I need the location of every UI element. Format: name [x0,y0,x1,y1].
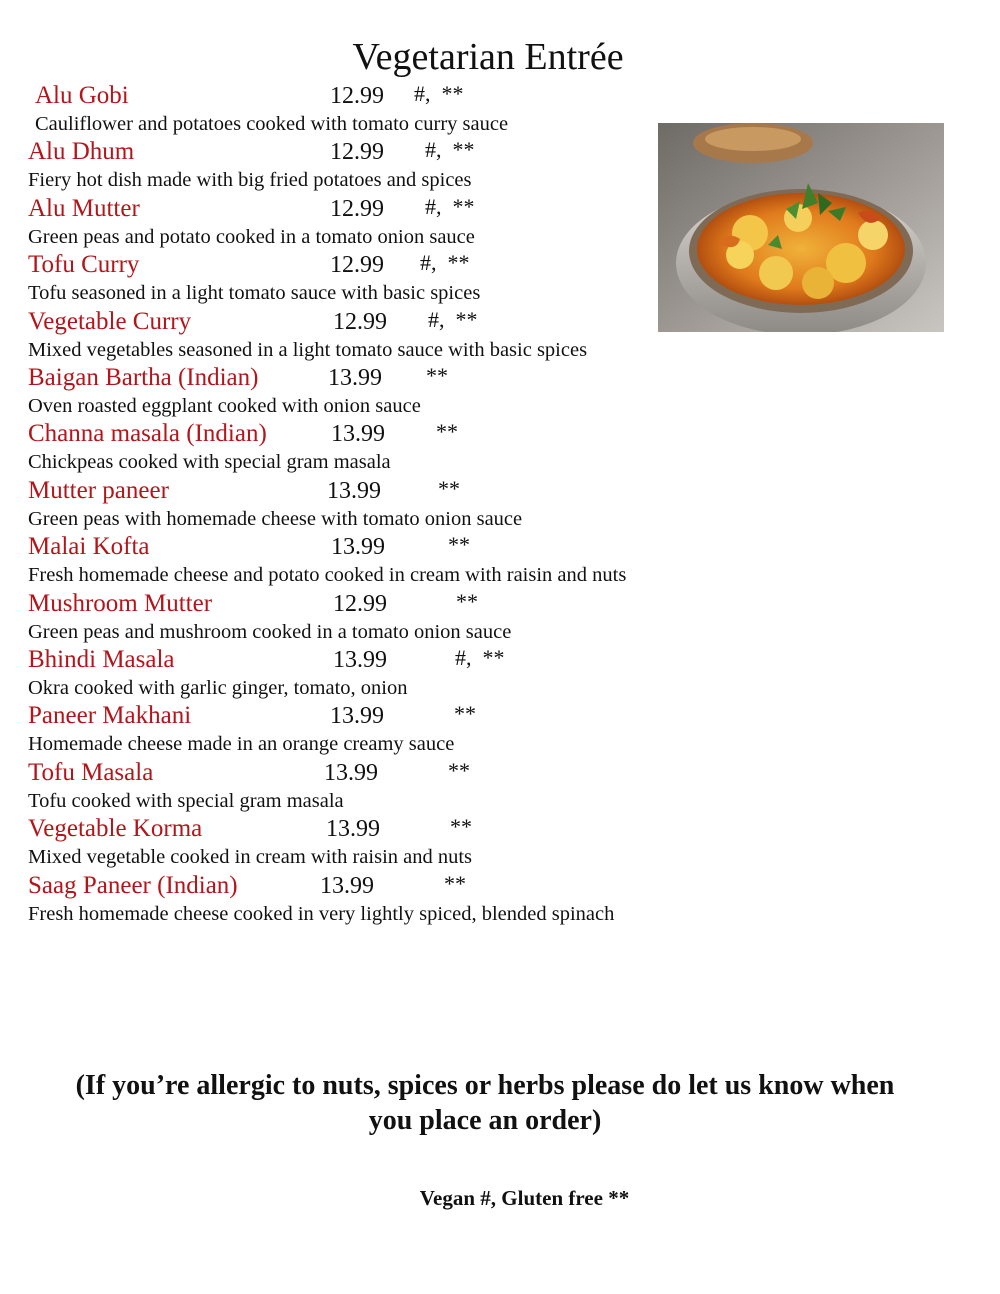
menu-item-price: 13.99 [327,477,381,504]
menu-item-price: 13.99 [328,365,382,391]
menu-item-price: 13.99 [320,872,374,899]
menu-item-name: Saag Paneer (Indian) [28,871,238,899]
menu-item-price: 12.99 [333,590,387,617]
menu-item-name: Alu Mutter [28,194,140,222]
menu-item-price: 12.99 [330,195,384,222]
menu-item-price: 13.99 [331,534,385,561]
menu-item-name: Mushroom Mutter [28,589,213,617]
menu-item-dietary-tags: ** [450,814,472,840]
menu-item-description: Green peas and mushroom cooked in a tomato onion sauce [28,620,512,643]
menu-item-dietary-tags: ** [448,532,470,558]
menu-item-name: Tofu Curry [28,251,140,279]
menu-item-description: Fiery hot dish made with big fried potatoes and spices [28,169,472,192]
menu-item-price: 13.99 [326,816,380,843]
menu-item-dietary-tags: #, ** [414,81,464,106]
menu-item-dietary-tags: ** [436,419,458,445]
menu-item-name: Alu Gobi [35,82,129,109]
menu-item-name: Malai Kofta [28,533,150,561]
menu-item-dietary-tags: ** [438,475,460,501]
menu-item-description: Homemade cheese made in an orange creamy sauce [28,733,455,756]
menu-item-price: 13.99 [330,703,384,730]
menu-item-dietary-tags: #, ** [428,306,478,332]
menu-item-dietary-tags: #, ** [425,137,475,163]
menu-item-description: Chickpeas cooked with special gram masala [28,451,391,474]
menu-item-price: 13.99 [331,421,385,448]
menu-item-dietary-tags: #, ** [455,645,505,670]
menu-item-name: Bhindi Masala [28,646,175,673]
curry-bowl-illustration [658,123,944,332]
menu-item-dietary-tags: ** [444,870,466,896]
menu-item-name: Baigan Bartha (Indian) [28,364,259,391]
menu-item-name: Alu Dhum [28,138,135,166]
menu-item-dietary-tags: ** [426,363,448,388]
menu-item-description: Green peas with homemade cheese with tomato onion sauce [28,507,523,530]
menu-item-price: 12.99 [330,83,384,109]
menu-item-description: Oven roasted eggplant cooked with onion sauce [28,395,421,417]
menu-item-description: Tofu seasoned in a light tomato sauce with basic spices [28,282,481,305]
page-title: Vegetarian Entrée [352,36,624,78]
allergy-notice-line-2: you place an order) [368,1105,602,1136]
menu-item-price: 13.99 [333,647,387,673]
menu-item-dietary-tags: #, ** [425,193,475,219]
menu-item-description: Cauliflower and potatoes cooked with tomato curry sauce [35,113,509,135]
menu-item-description: Tofu cooked with special gram masala [28,789,344,812]
menu-item-dietary-tags: ** [448,757,470,783]
menu-item-dietary-tags: #, ** [420,250,470,276]
menu-item-name: Vegetable Curry [28,307,192,335]
menu-item-name: Paneer Makhani [28,702,192,730]
menu-item-name: Channa masala (Indian) [28,420,267,448]
menu-item-description: Green peas and potato cooked in a tomato onion sauce [28,225,475,248]
menu-item-description: Fresh homemade cheese cooked in very lightly spiced, blended spinach [28,902,615,925]
menu-item-name: Vegetable Korma [28,815,203,843]
curry-bowl-photo [658,123,944,332]
menu-item-dietary-tags: ** [454,701,476,727]
menu-item-price: 12.99 [333,308,387,335]
menu-item-dietary-tags: ** [456,588,478,614]
allergy-notice-line-1: (If you’re allergic to nuts, spices or herbs please do let us know when [75,1070,895,1101]
menu-item-description: Mixed vegetables seasoned in a light tomato sauce with basic spices [28,338,588,361]
allergy-notice [40,1068,930,1138]
menu-item-description: Okra cooked with garlic ginger, tomato, onion [28,677,408,699]
dietary-legend: Vegan #, Gluten free ** [419,1186,630,1210]
menu-item-description: Fresh homemade cheese and potato cooked in cream with raisin and nuts [28,564,627,587]
menu-item-name: Mutter paneer [28,476,169,504]
menu-item-price: 12.99 [330,252,384,279]
menu-item-name: Tofu Masala [28,758,154,786]
menu-item-price: 12.99 [330,139,384,166]
menu-item-description: Mixed vegetable cooked in cream with raisin and nuts [28,846,473,869]
menu-item-price: 13.99 [324,759,378,786]
